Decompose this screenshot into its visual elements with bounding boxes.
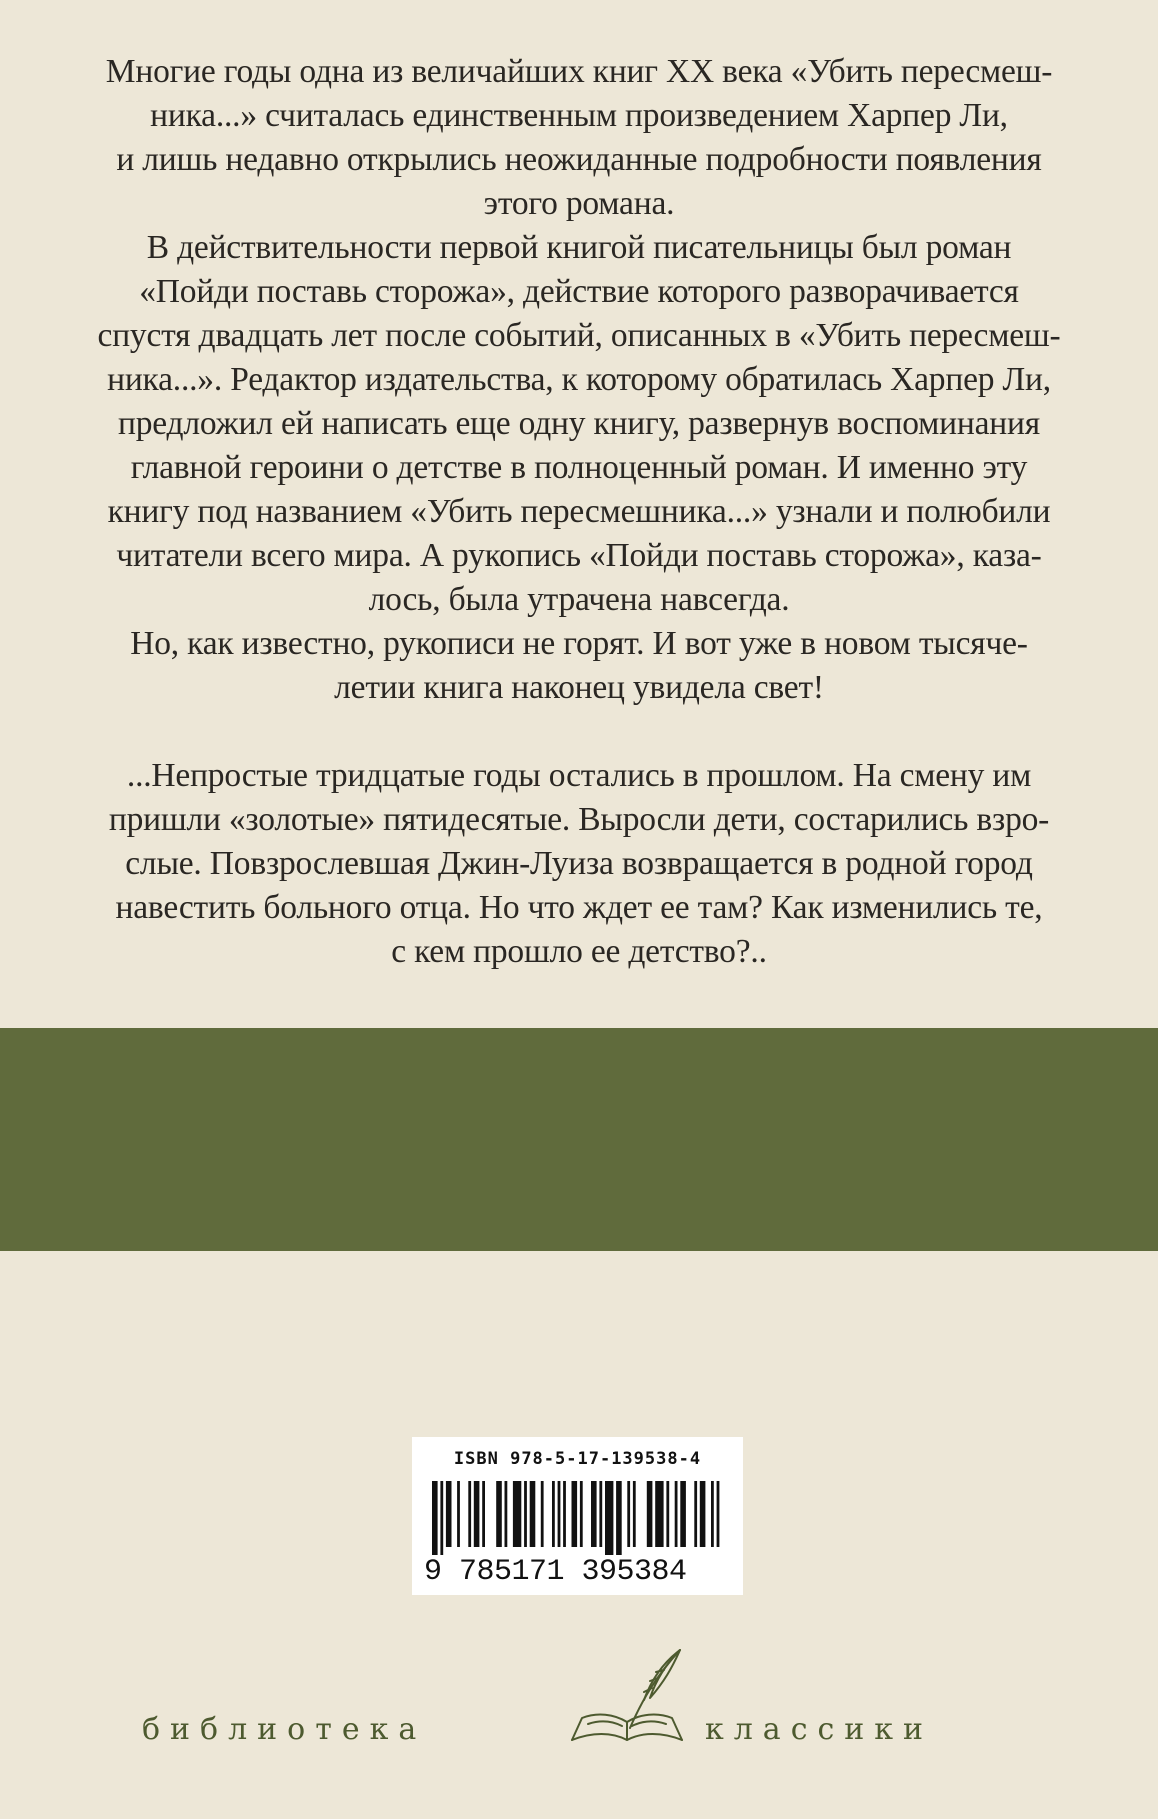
annotation-line: лось, была утрачена навсегда. (368, 581, 790, 618)
annotation-line: этого романа. (483, 185, 675, 222)
annotation-line: главной героини о детстве в полноценный роман. И именно эту (130, 449, 1028, 486)
barcode-bar (700, 1481, 706, 1547)
annotation-line: ника...». Редактор издательства, к которому обратилась Харпер Ли, (107, 361, 1051, 398)
annotation-line: Многие годы одна из величайших книг XX века «Убить пересмеш- (105, 53, 1053, 90)
barcode-bar (591, 1481, 597, 1547)
barcode-bar (530, 1481, 536, 1547)
annotation-line: спустя двадцать лет после событий, описанных в «Убить пересмеш- (97, 317, 1061, 354)
annotation-line: летии книга наконец увидела свет! (334, 669, 824, 706)
barcode-bar (711, 1481, 714, 1547)
annotation-line: пришли «золотые» пятидесятые. Выросли дети, состарились взро- (108, 801, 1050, 838)
annotation-line: слые. Повзрослевшая Джин-Луиза возвращается в родной город (125, 845, 1033, 882)
barcode-bar (563, 1481, 566, 1547)
barcode-bar (633, 1481, 636, 1547)
barcode-bar (552, 1481, 555, 1547)
barcode-bar (468, 1481, 471, 1547)
isbn-label: ISBN 978-5-17-139538-4 (453, 1449, 702, 1469)
annotation-line: предложил ей написать еще одну книгу, развернув воспоминания (118, 405, 1040, 442)
barcode-bar (616, 1481, 622, 1555)
barcode (412, 1437, 743, 1595)
barcode-bar (666, 1481, 669, 1547)
barcode-bar (599, 1481, 602, 1547)
barcode-digits: 9 785171 395384 (424, 1555, 687, 1589)
paragraph-gap (44, 710, 1114, 754)
barcode-bar (627, 1481, 630, 1547)
annotation-line: читатели всего мира. А рукопись «Пойди поставь сторожа», каза- (116, 537, 1042, 574)
barcode-bar (446, 1481, 452, 1547)
series-word-right: классики (705, 1712, 934, 1747)
annotation-line: и лишь недавно открылись неожиданные подробности появления (116, 141, 1042, 178)
barcode-bar (694, 1481, 697, 1547)
quill-open-book-icon (552, 1640, 702, 1760)
annotation-line: ника...» считалась единственным произведением Харпер Ли, (150, 97, 1008, 134)
barcode-bar (440, 1481, 443, 1555)
barcode-bar (513, 1481, 521, 1547)
barcode-bar (717, 1481, 720, 1547)
barcode-bar (680, 1481, 686, 1547)
annotation-text (44, 50, 1114, 974)
barcode-bar (541, 1481, 544, 1547)
series-word-left: библиотека (142, 1712, 427, 1747)
barcode-bar (675, 1481, 678, 1547)
barcode-bar (457, 1481, 460, 1547)
barcode-bar (524, 1481, 527, 1547)
annotation-line: «Пойди поставь сторожа», действие которого разворачивается (139, 273, 1019, 310)
barcode-bar (647, 1481, 653, 1547)
barcode-bar (655, 1481, 663, 1547)
barcode-bar (482, 1481, 485, 1547)
annotation-line: навестить больного отца. Но что ждет ее там? Как изменились те, (115, 889, 1043, 926)
barcode-bar (496, 1481, 502, 1547)
annotation-line: Но, как известно, рукописи не горят. И вот уже в новом тысяче- (130, 625, 1028, 662)
annotation-line: ...Непростые тридцатые годы остались в прошлом. На смену им (126, 757, 1032, 794)
barcode-bar (432, 1481, 438, 1555)
barcode-bar (558, 1481, 561, 1547)
barcode-bars (432, 1481, 724, 1555)
green-band (0, 1028, 1158, 1251)
barcode-bar (605, 1481, 613, 1555)
barcode-bar (474, 1481, 480, 1547)
barcode-bar (572, 1481, 578, 1547)
barcode-bar (580, 1481, 583, 1547)
annotation-line: книгу под названием «Убить пересмешника...» узнали и полюбили (107, 493, 1051, 530)
barcode-bar (505, 1481, 508, 1547)
annotation-line: с кем прошло ее детство?.. (391, 933, 767, 970)
annotation-line: В действительности первой книгой писательницы был роман (146, 229, 1012, 266)
